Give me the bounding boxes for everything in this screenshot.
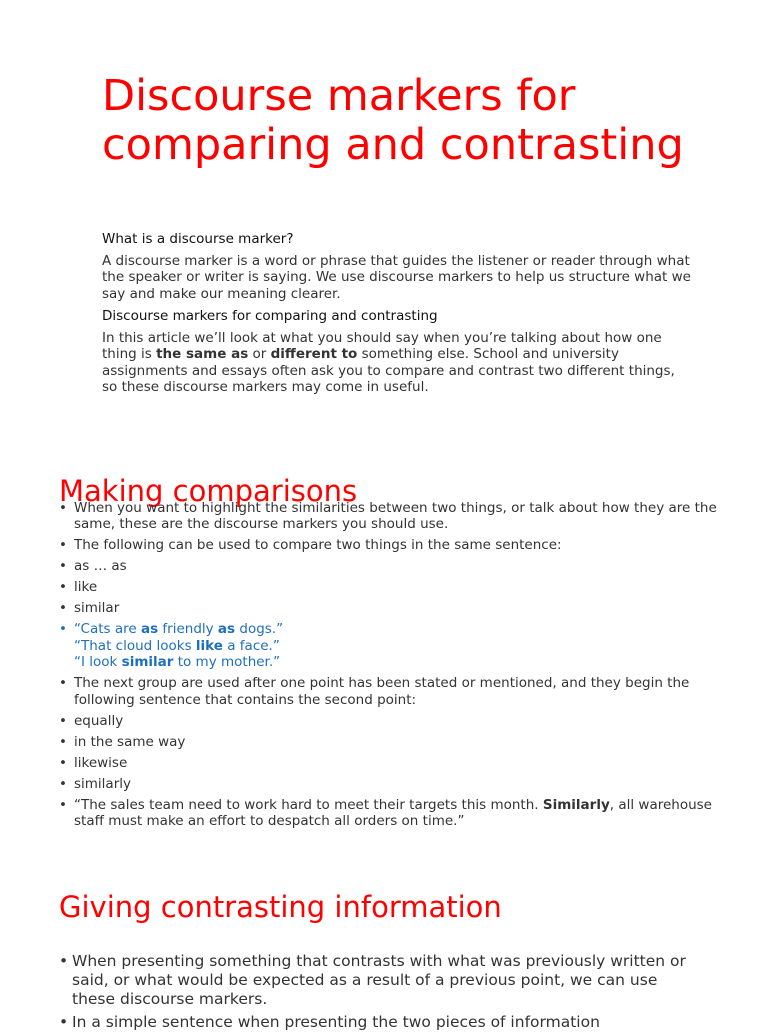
- example-list-item: • “Cats are as friendly as dogs.” “That cloud looks like a face.” “I look similar to my mother.”: [59, 621, 719, 670]
- list-item: • similar: [59, 600, 719, 616]
- list-item: • in the same way: [59, 734, 719, 750]
- list-item: • When you want to highlight the similarities between two things, or talk about how they are the same, these are the discourse markers you should use.: [59, 500, 719, 533]
- intro-paragraph-1: A discourse marker is a word or phrase that guides the listener or reader through what the speaker or writer is saying. We use discourse markers to help us structure what we say and make our meaning clearer.: [102, 253, 691, 302]
- list-item: • equally: [59, 713, 719, 729]
- contrast-list: [59, 952, 699, 1036]
- list-item: • “The sales team need to work hard to meet their targets this month. Similarly, all warehouse staff must make an effort to despatch all orders on time.”: [59, 797, 719, 830]
- list-item: • like: [59, 579, 719, 595]
- question-comparing-contrasting: Discourse markers for comparing and contrasting: [102, 308, 438, 324]
- list-item: • likewise: [59, 755, 719, 771]
- page-title: Discourse markers for comparing and contrasting: [102, 71, 684, 170]
- list-item: • When presenting something that contrasts with what was previously written or said, or what would be expected as a result of a previous point, we can use these discourse markers.: [59, 952, 699, 1009]
- list-item: • In a simple sentence when presenting the two pieces of information: [59, 1013, 699, 1032]
- heading-contrasting-information: Giving contrasting information: [59, 890, 502, 924]
- intro-paragraph-2: In this article we’ll look at what you should say when you’re talking about how one thing is the same as or different to something else. School and university assignments and essays often ask you to compare and contrast two different things, so these discourse markers may come in useful.: [102, 330, 675, 396]
- heading-making-comparisons: Making comparisons: [59, 474, 358, 508]
- list-item: • The following can be used to compare two things in the same sentence:: [59, 537, 719, 553]
- comparisons-list: [59, 500, 719, 834]
- list-item: • as … as: [59, 558, 719, 574]
- list-item: • The next group are used after one point has been stated or mentioned, and they begin the following sentence that contains the second point:: [59, 675, 719, 708]
- list-item: • similarly: [59, 776, 719, 792]
- question-what-is-marker: What is a discourse marker?: [102, 231, 294, 247]
